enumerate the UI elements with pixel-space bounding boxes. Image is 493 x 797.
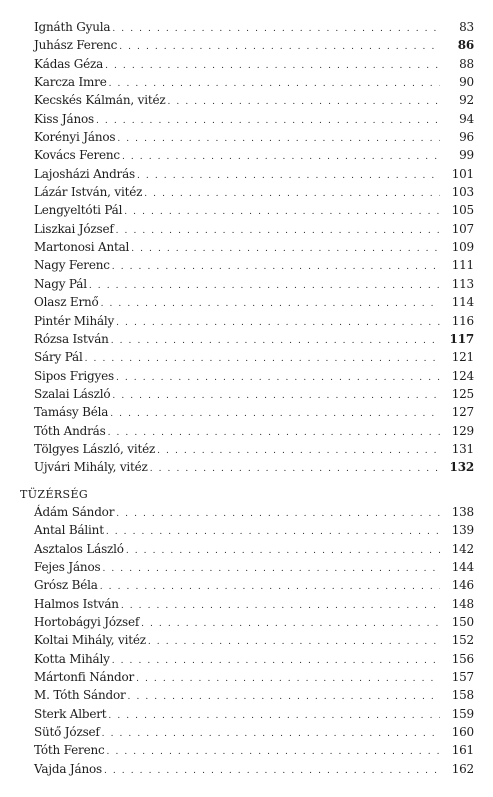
toc-entry	[20, 686, 474, 704]
toc-entry-name: Asztalos László	[34, 541, 124, 556]
toc-entry	[20, 723, 474, 741]
dot-leader	[141, 615, 440, 633]
toc-entry-page: 90	[459, 75, 474, 90]
toc-entry-name: Ujvári Mihály, vitéz	[34, 460, 148, 475]
dot-leader	[101, 295, 440, 313]
toc-entry-name: Sütő József	[34, 725, 100, 740]
toc-entry	[20, 18, 474, 36]
dot-leader	[106, 523, 440, 541]
dot-leader	[150, 460, 440, 478]
toc-entry-name: Tóth Ferenc	[34, 743, 105, 758]
toc-entry	[20, 741, 474, 759]
dot-leader	[116, 505, 440, 523]
dot-leader	[148, 633, 440, 651]
dot-leader	[112, 387, 440, 405]
toc-entry	[20, 631, 474, 649]
toc-entry-page: 124	[451, 368, 474, 383]
toc-entry-name: Nagy Ferenc	[34, 258, 110, 273]
toc-entry	[20, 183, 474, 201]
dot-leader	[108, 424, 440, 442]
toc-entry-page: 131	[451, 441, 474, 456]
toc-entry	[20, 760, 474, 778]
dot-leader	[85, 350, 440, 368]
toc-entry-page: 103	[451, 185, 474, 200]
toc-entry	[20, 146, 474, 164]
toc-entry-page: 125	[451, 386, 474, 401]
toc-entry-name: Sterk Albert	[34, 706, 107, 721]
toc-entry-name: Grósz Béla	[34, 578, 98, 593]
toc-entry-name: Kotta Mihály	[34, 651, 110, 666]
toc-section-infantry	[20, 18, 474, 477]
dot-leader	[110, 405, 440, 423]
toc-entry	[20, 275, 474, 293]
toc-entry-name: Hortobágyi József	[34, 615, 140, 630]
toc-entry-name: Nagy Pál	[34, 276, 87, 291]
toc-entry-name: Kiss János	[34, 111, 95, 126]
toc-entry-name: Fejes János	[34, 560, 101, 575]
toc-entry-page: 156	[451, 651, 474, 666]
toc-entry-page: 162	[451, 761, 474, 776]
toc-entry-page: 88	[459, 56, 474, 71]
dot-leader	[111, 332, 440, 350]
dot-leader	[116, 314, 440, 332]
toc-entry-page: 96	[459, 130, 474, 145]
toc-entry-name: Lázár István, vitéz	[34, 185, 143, 200]
toc-entry-page: 109	[451, 240, 474, 255]
toc-entry	[20, 55, 474, 73]
toc-entry	[20, 238, 474, 256]
toc-entry-page: 114	[451, 295, 474, 310]
toc-entry	[20, 165, 474, 183]
dot-leader	[104, 762, 440, 780]
toc-entry-page: 113	[451, 276, 474, 291]
toc-entry-page: 111	[451, 258, 474, 273]
dot-leader	[119, 38, 440, 56]
toc-entry-page: 92	[459, 93, 474, 108]
toc-entry	[20, 558, 474, 576]
toc-entry	[20, 650, 474, 668]
toc-entry	[20, 458, 474, 476]
toc-entry-page: 132	[449, 460, 474, 475]
toc-entry-page: 146	[451, 578, 474, 593]
dot-leader	[112, 652, 440, 670]
dot-leader	[112, 258, 440, 276]
toc-entry-name: Ádám Sándor	[34, 505, 115, 519]
dot-leader	[117, 130, 440, 148]
dot-leader	[121, 597, 440, 615]
toc-entry	[20, 110, 474, 128]
toc-entry-name: Tölgyes László, vitéz	[34, 441, 156, 456]
toc-entry	[20, 422, 474, 440]
toc-entry	[20, 330, 474, 348]
dot-leader	[89, 277, 440, 295]
dot-leader	[122, 148, 440, 166]
toc-entry	[20, 385, 474, 403]
toc-entry-name: Martonosi Antal	[34, 240, 130, 255]
toc-entry	[20, 91, 474, 109]
dot-leader	[137, 167, 440, 185]
toc-entry-page: 83	[459, 20, 474, 34]
toc-entry-name: Ignáth Gyula	[34, 20, 111, 34]
dot-leader	[124, 203, 440, 221]
section-heading: TÜZÉRSÉG	[20, 488, 89, 501]
dot-leader	[116, 369, 440, 387]
toc-entry-page: 99	[459, 148, 474, 163]
toc-entry-name: Tamásy Béla	[34, 405, 109, 420]
dot-leader	[107, 743, 440, 761]
toc-entry	[20, 201, 474, 219]
toc-entry-page: 159	[451, 706, 474, 721]
dot-leader	[100, 578, 440, 596]
toc-entry-page: 148	[451, 596, 474, 611]
toc-entry-name: Tóth András	[34, 423, 106, 438]
toc-entry-page: 94	[459, 111, 474, 126]
dot-leader	[105, 57, 440, 75]
toc-entry-name: Sipos Frigyes	[34, 368, 114, 383]
toc-entry-page: 105	[451, 203, 474, 218]
toc-entry-name: Karcza Imre	[34, 75, 107, 90]
toc-entry	[20, 348, 474, 366]
toc-entry-page: 150	[451, 615, 474, 630]
toc-entry-name: Mártonfi Nándor	[34, 670, 135, 685]
toc-entry	[20, 128, 474, 146]
toc-entry	[20, 503, 474, 521]
toc-entry-name: Lajosházi András	[34, 166, 136, 181]
toc-entry	[20, 220, 474, 238]
toc-entry-page: 161	[451, 743, 474, 758]
toc-entry-name: Kádas Géza	[34, 56, 104, 71]
toc-entry-name: Kecskés Kálmán, vitéz	[34, 93, 166, 108]
toc-entry-page: 127	[451, 405, 474, 420]
toc-entry	[20, 705, 474, 723]
toc-entry-page: 142	[451, 541, 474, 556]
toc-entry-name: Szalai László	[34, 386, 111, 401]
toc-entry-page: 107	[451, 221, 474, 236]
dot-leader	[112, 20, 440, 38]
dot-leader	[128, 688, 440, 706]
toc-entry-page: 121	[451, 350, 474, 365]
toc-entry	[20, 595, 474, 613]
toc-entry	[20, 367, 474, 385]
dot-leader	[96, 112, 440, 130]
toc-entry-name: Sáry Pál	[34, 350, 83, 365]
toc-section-artillery	[20, 503, 474, 778]
dot-leader	[131, 240, 440, 258]
toc-list	[20, 503, 474, 778]
dot-leader	[167, 93, 440, 111]
toc-entry-name: Lengyeltóti Pál	[34, 203, 123, 218]
toc-entry-name: M. Tóth Sándor	[34, 688, 126, 703]
toc-entry	[20, 256, 474, 274]
toc-entry-page: 158	[451, 688, 474, 703]
dot-leader	[102, 560, 440, 578]
toc-entry	[20, 576, 474, 594]
toc-entry-name: Korényi János	[34, 130, 116, 145]
toc-entry	[20, 613, 474, 631]
toc-entry-name: Liszkai József	[34, 221, 114, 236]
toc-entry-name: Halmos István	[34, 596, 119, 611]
toc-entry-name: Vajda János	[34, 761, 102, 776]
toc-entry	[20, 312, 474, 330]
toc-entry	[20, 73, 474, 91]
toc-entry-name: Olasz Ernő	[34, 295, 99, 310]
toc-entry-page: 139	[451, 523, 474, 538]
toc-entry	[20, 403, 474, 421]
dot-leader	[144, 185, 440, 203]
toc-entry-page: 101	[451, 166, 474, 181]
dot-leader	[116, 222, 440, 240]
toc-entry	[20, 36, 474, 54]
toc-entry	[20, 668, 474, 686]
toc-list	[20, 18, 474, 477]
dot-leader	[108, 707, 440, 725]
toc-entry-name: Antal Bálint	[34, 523, 104, 538]
toc-entry-page: 138	[451, 505, 474, 519]
toc-entry-name: Koltai Mihály, vitéz	[34, 633, 146, 648]
toc-entry-page: 116	[451, 313, 474, 328]
toc-entry-page: 144	[451, 560, 474, 575]
dot-leader	[126, 542, 440, 560]
toc-entry	[20, 540, 474, 558]
toc-entry-page: 157	[451, 670, 474, 685]
toc-entry-page: 152	[451, 633, 474, 648]
toc-entry-page: 86	[457, 38, 474, 53]
toc-entry-page: 129	[451, 423, 474, 438]
dot-leader	[136, 670, 440, 688]
dot-leader	[102, 725, 440, 743]
dot-leader	[157, 442, 440, 460]
toc-entry	[20, 293, 474, 311]
toc-entry-name: Rózsa István	[34, 331, 109, 346]
toc-entry-name: Kovács Ferenc	[34, 148, 120, 163]
toc-entry	[20, 440, 474, 458]
toc-entry-name: Pintér Mihály	[34, 313, 115, 328]
toc-entry-name: Juhász Ferenc	[34, 38, 118, 53]
toc-entry-page: 160	[451, 725, 474, 740]
toc-entry	[20, 521, 474, 539]
toc-entry-page: 117	[449, 331, 474, 346]
